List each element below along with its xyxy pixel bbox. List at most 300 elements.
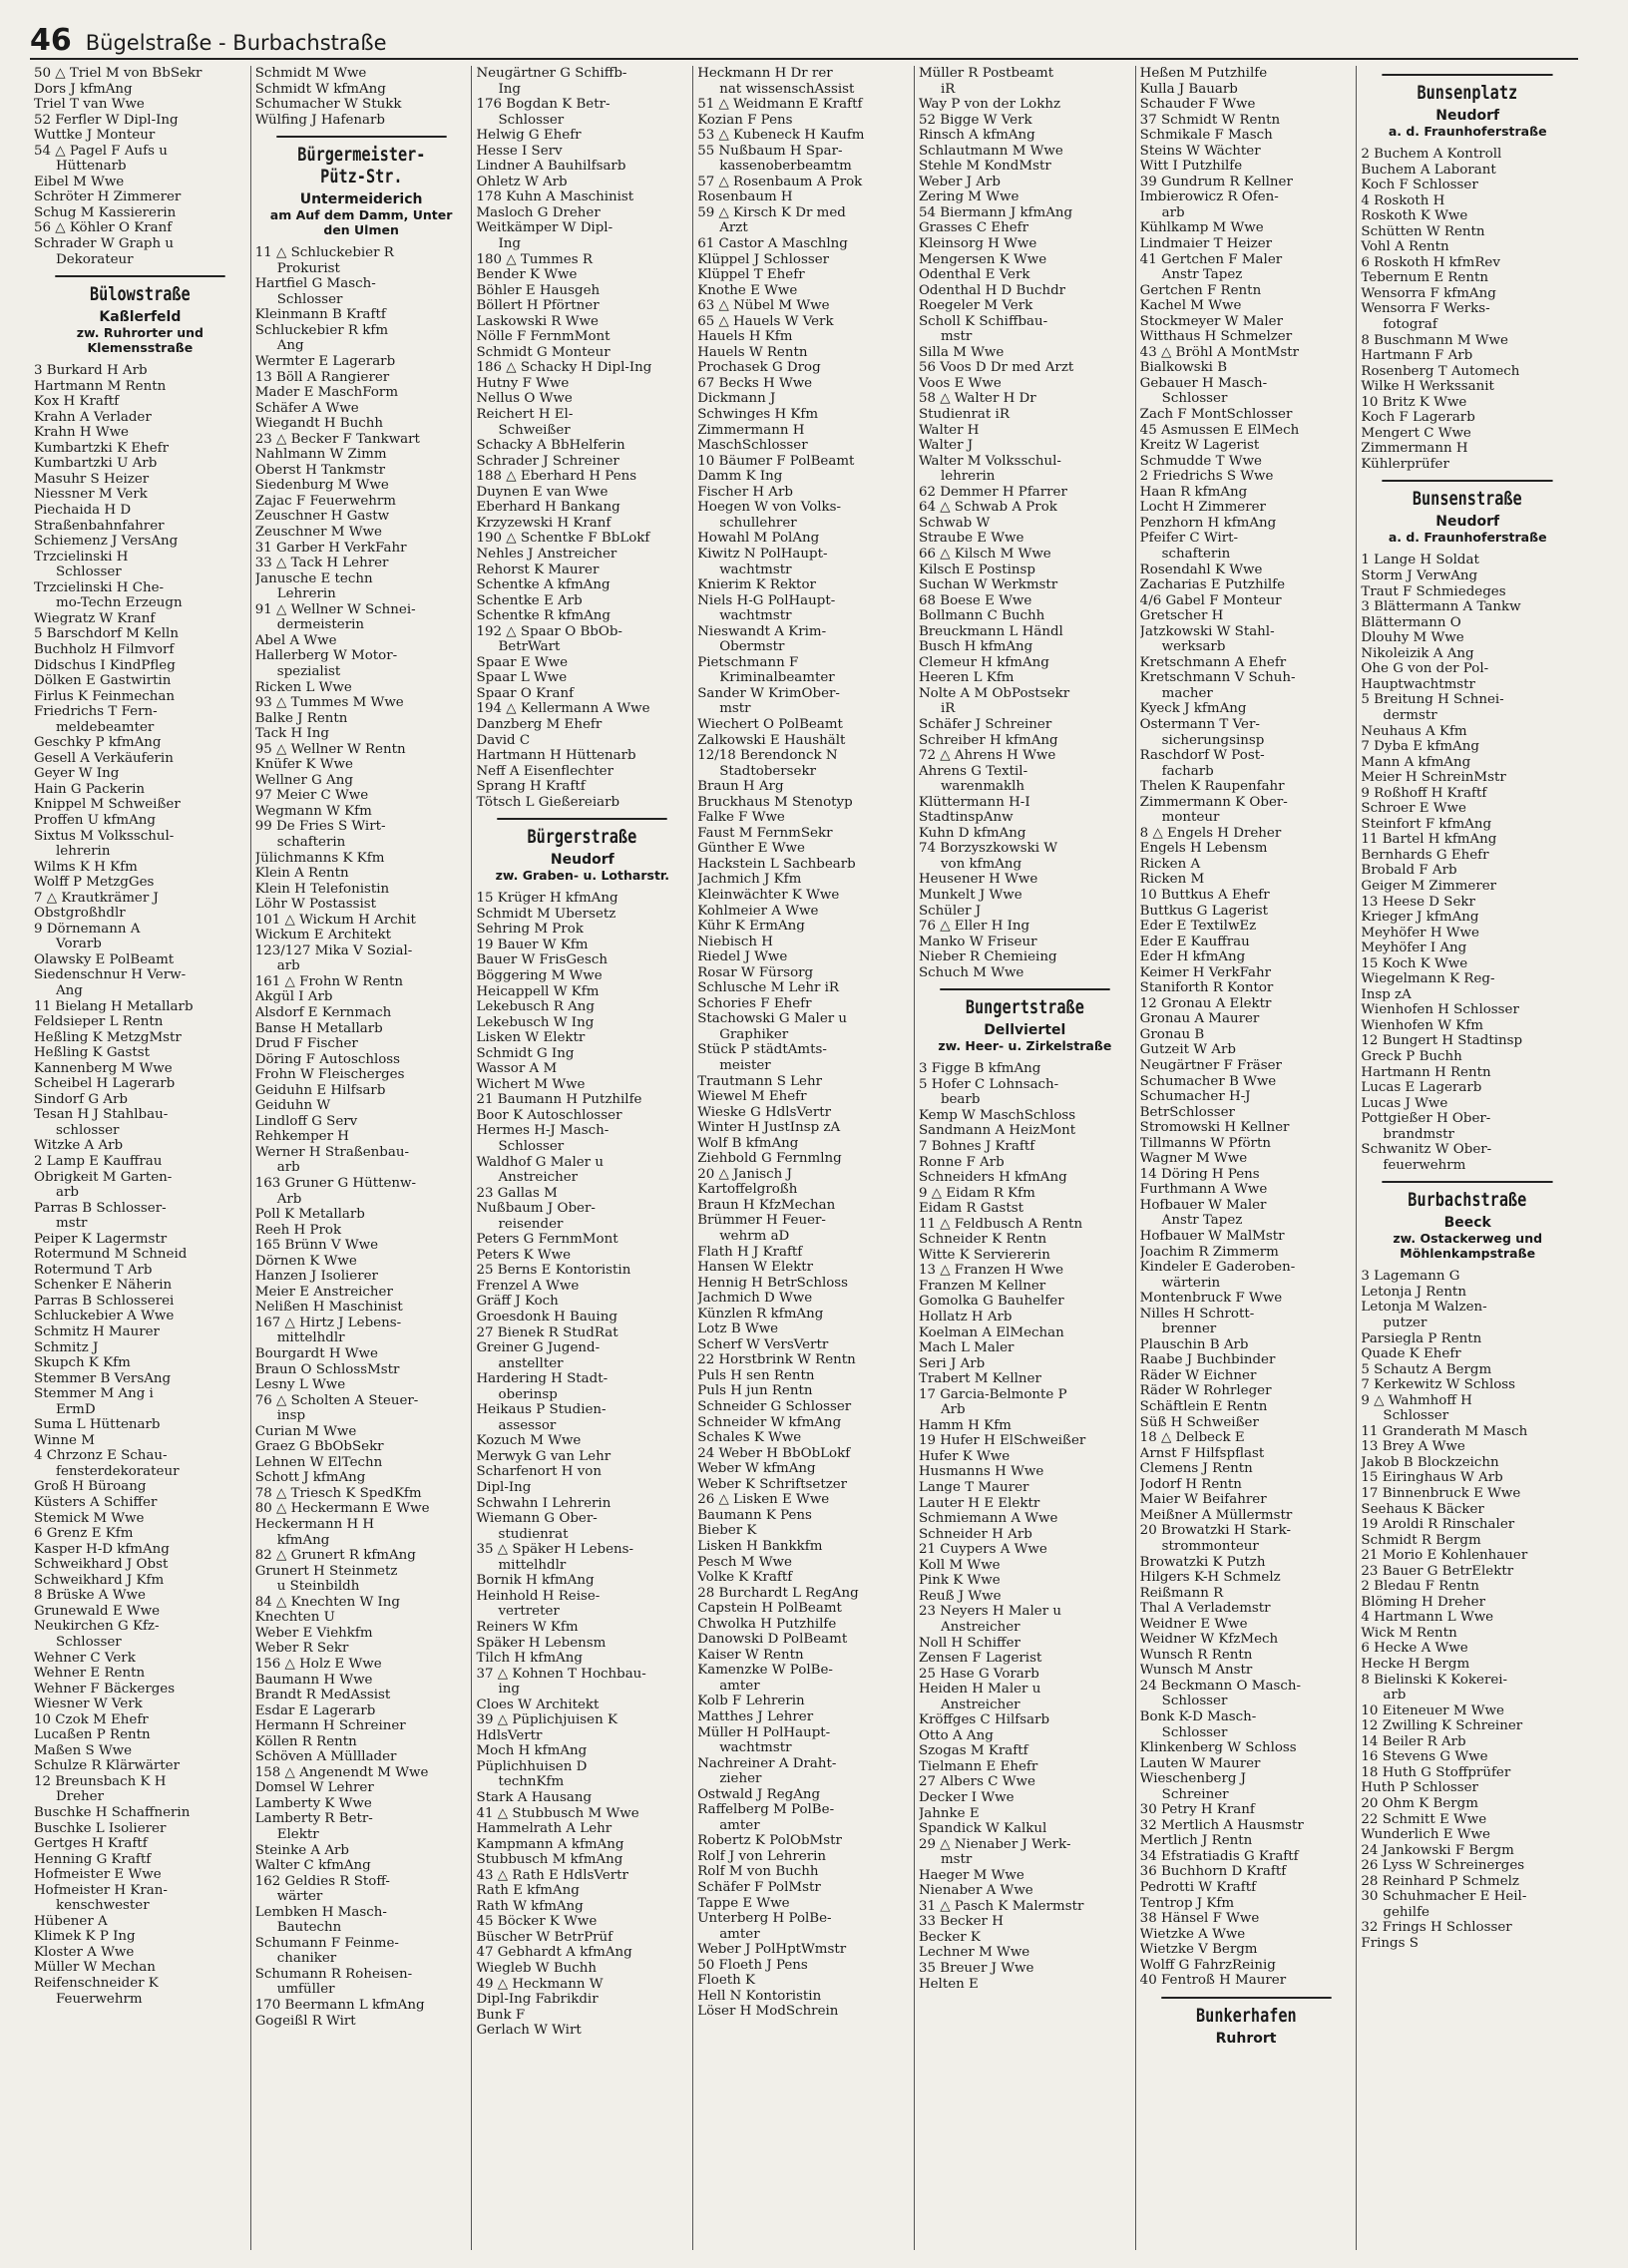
directory-entry: Nachreiner A Draht- xyxy=(697,1755,837,1771)
directory-entry: Maier W Beifahrer xyxy=(1139,1492,1267,1508)
directory-entry: Puls H jun Rentn xyxy=(697,1383,813,1399)
directory-entry: Janusche E techn xyxy=(254,570,373,586)
directory-entry: Bauer W FrisGesch xyxy=(476,952,608,968)
directory-entry: Hartmann F Arb xyxy=(1361,348,1473,364)
directory-entry: bearb xyxy=(940,1092,981,1108)
directory-entry: Merwyk G van Lehr xyxy=(476,1448,611,1464)
directory-entry: Heckermann H H xyxy=(254,1517,375,1533)
directory-entry: Buschke H Schaffnerin xyxy=(34,1804,191,1820)
directory-entry: Riedel J Wwe xyxy=(697,949,788,965)
directory-entry: Hollatz H Arb xyxy=(918,1310,1013,1325)
directory-entry: Schentke E Arb xyxy=(476,592,583,608)
directory-entry: Weidner E Wwe xyxy=(1139,1616,1248,1632)
directory-entry: 2 Lamp E Kauffrau xyxy=(34,1154,163,1169)
directory-entry: Anstr Tapez xyxy=(1161,267,1243,283)
directory-entry: Böggering M Wwe xyxy=(476,967,603,983)
directory-entry: Piechaida H D xyxy=(34,503,132,519)
directory-entry: Pesch M Wwe xyxy=(697,1554,792,1570)
district-name: Dellviertel xyxy=(984,1022,1066,1039)
directory-entry: Gomolka G Bauhelfer xyxy=(918,1294,1064,1310)
directory-entry: Trzcielinski H Che- xyxy=(34,579,165,595)
directory-entry: Jodorf H Rentn xyxy=(1139,1476,1242,1492)
directory-entry: Wunderlich E Wwe xyxy=(1361,1827,1490,1843)
directory-entry: 32 Frings H Schlosser xyxy=(1361,1920,1512,1936)
directory-entry: Schmidt W kfmAng xyxy=(254,81,386,97)
directory-entry: 14 Döring H Pens xyxy=(1139,1166,1260,1182)
directory-entry: Jachmich J Kfm xyxy=(697,872,802,888)
directory-entry: Wellner G Ang xyxy=(254,772,353,788)
directory-entry: 15 Eiringhaus W Arb xyxy=(1361,1470,1503,1486)
directory-entry: Grunert H Steinmetz xyxy=(254,1563,398,1579)
directory-entry: Hofbauer W Maler xyxy=(1139,1197,1267,1213)
directory-entry: Buttkus G Lagerist xyxy=(1139,903,1269,919)
directory-entry: Vorarb xyxy=(56,937,102,952)
directory-entry: Bernhards G Ehefr xyxy=(1361,847,1489,863)
directory-entry: Bautechn xyxy=(276,1920,342,1936)
directory-entry: Lembken H Masch- xyxy=(254,1904,387,1920)
directory-entry: 52 Bigge W Verk xyxy=(918,112,1032,128)
directory-entry: Wieschenberg J xyxy=(1139,1771,1247,1787)
directory-entry: Kemp W MaschSchloss xyxy=(918,1107,1076,1123)
directory-entry: 7 Dyba E kfmAng xyxy=(1361,739,1479,755)
directory-entry: Gebauer H Masch- xyxy=(1139,375,1268,391)
directory-entry: Schneider K Rentn xyxy=(918,1232,1047,1248)
directory-entry: Stachowski G Maler u xyxy=(697,1011,848,1027)
directory-entry: Anstr Tapez xyxy=(1161,1213,1243,1229)
directory-entry: 18 Huth G Stoffprüfer xyxy=(1361,1764,1511,1780)
directory-entry: Lauter H E Elektr xyxy=(918,1495,1040,1511)
directory-entry: Schüler J xyxy=(918,903,982,919)
directory-entry: Braun O SchlossMstr xyxy=(254,1361,400,1377)
directory-entry: 178 Kuhn A Maschinist xyxy=(476,189,634,205)
directory-entry: Schneider G Schlosser xyxy=(697,1399,852,1415)
directory-entry: HdlsVertr xyxy=(476,1727,543,1743)
directory-entry: 11 △ Feldbusch A Rentn xyxy=(918,1216,1083,1232)
directory-entry: Parras B Schlosserei xyxy=(34,1293,175,1309)
directory-entry: Nehles J Anstreicher xyxy=(476,546,617,562)
directory-entry: Krahn A Verlader xyxy=(34,409,152,425)
directory-entry: Kühlerprüfer xyxy=(1361,456,1449,472)
directory-entry: Masloch G Dreher xyxy=(476,204,601,220)
directory-entry: Seehaus K Bäcker xyxy=(1361,1501,1484,1517)
directory-entry: Tebernum E Rentn xyxy=(1361,270,1488,286)
directory-entry: Staniforth R Kontor xyxy=(1139,980,1274,996)
directory-entry: 93 △ Tummes M Wwe xyxy=(254,695,404,711)
directory-entry: 11 Bielang H Metallarb xyxy=(34,998,194,1014)
directory-entry: Arb xyxy=(276,1191,302,1207)
directory-entry: Puls H sen Rentn xyxy=(697,1367,815,1383)
directory-entry: Jülichmanns K Kfm xyxy=(254,850,385,866)
directory-entry: kenschwester xyxy=(56,1898,150,1914)
directory-entry: Wagner M Wwe xyxy=(1139,1151,1248,1167)
directory-entry: Weitkämper W Dipl- xyxy=(476,220,613,236)
directory-entry: Witte K Serviererin xyxy=(918,1247,1050,1263)
directory-entry: 20 △ Janisch J xyxy=(697,1166,792,1182)
directory-entry: Bollmann C Buchh xyxy=(918,608,1045,624)
directory-entry: Schott J kfmAng xyxy=(254,1470,366,1486)
directory-entry: wärter xyxy=(276,1889,323,1905)
directory-entry: Hartmann H Hüttenarb xyxy=(476,748,636,764)
directory-entry: Bonk K-D Masch- xyxy=(1139,1708,1257,1724)
directory-entry: amter xyxy=(719,1926,760,1942)
directory-entry: Kleinsorg H Wwe xyxy=(918,236,1037,252)
directory-entry: 19 Hufer H ElSchweißer xyxy=(918,1433,1086,1449)
directory-entry: Schäfer F PolMstr xyxy=(697,1879,821,1895)
directory-entry: Krieger J kfmAng xyxy=(1361,910,1479,926)
directory-entry: reisender xyxy=(498,1216,564,1232)
directory-entry: Lekebusch R Ang xyxy=(476,999,595,1015)
column-1 xyxy=(30,66,251,2250)
directory-entry: Banse H Metallarb xyxy=(254,1020,383,1036)
directory-entry: Bender K Wwe xyxy=(476,267,578,283)
directory-entry: 192 △ Spaar O BbOb- xyxy=(476,623,622,639)
directory-entry: Bieber K xyxy=(697,1523,757,1539)
directory-entry: Obstgroßhdlr xyxy=(34,906,126,922)
directory-entry: kassenoberbeamtm xyxy=(719,159,852,175)
directory-entry: Baumann K Pens xyxy=(697,1507,812,1523)
directory-entry: Ohletz W Arb xyxy=(476,174,568,189)
directory-entry: Hallerberg W Motor- xyxy=(254,648,398,664)
directory-entry: Schlosser xyxy=(498,1139,565,1154)
directory-entry: Hamm H Kfm xyxy=(918,1417,1012,1433)
directory-entry: Weidner W KfzMech xyxy=(1139,1632,1279,1648)
directory-entry: Wolff G FahrzReinig xyxy=(1139,1957,1276,1973)
directory-entry: Robertz K PolObMstr xyxy=(697,1833,842,1849)
directory-entry: Schweißer xyxy=(498,422,571,438)
directory-entry: arb xyxy=(1383,1688,1407,1703)
directory-entry: 31 Garber H VerkFahr xyxy=(254,540,407,556)
directory-entry: Schmiemann A Wwe xyxy=(918,1511,1058,1527)
directory-entry: 41 Gertchen F Maler xyxy=(1139,251,1283,267)
directory-entry: Reeh H Prok xyxy=(254,1222,342,1238)
directory-entry: Weber R Sekr xyxy=(254,1641,349,1657)
directory-entry: Kulla J Bauarb xyxy=(1139,81,1238,97)
directory-entry: 45 Böcker K Wwe xyxy=(476,1914,598,1930)
directory-entry: Wienhofen W Kfm xyxy=(1361,1017,1483,1033)
directory-entry: Furthmann A Wwe xyxy=(1139,1182,1268,1198)
directory-entry: Hüttenarb xyxy=(56,159,127,175)
directory-entry: Baumann H Wwe xyxy=(254,1672,373,1688)
directory-entry: Heinhold H Reise- xyxy=(476,1588,601,1604)
street-heading: Bürgermeister-Pütz-Str. xyxy=(276,136,446,188)
directory-entry: Didschus I KindPfleg xyxy=(34,657,176,673)
directory-entry: Zimmermann H xyxy=(1361,441,1468,457)
directory-entry: Wieske G HdlsVertr xyxy=(697,1104,832,1120)
page-number: 46 xyxy=(30,23,72,58)
directory-entry: Lucaßen P Rentn xyxy=(34,1727,151,1743)
directory-entry: Weber K Schriftsetzer xyxy=(697,1476,848,1492)
directory-entry: Scharfenort H von xyxy=(476,1464,602,1480)
directory-entry: 2 Bledau F Rentn xyxy=(1361,1579,1479,1595)
directory-entry: Schlosser xyxy=(1161,1694,1228,1709)
directory-entry: Zeuschner M Wwe xyxy=(254,525,382,541)
directory-entry: Prokurist xyxy=(276,260,340,276)
directory-entry: Scheibel H Lagerarb xyxy=(34,1076,176,1092)
directory-entry: 24 Weber H BbObLokf xyxy=(697,1445,851,1461)
directory-entry: Greck P Buchh xyxy=(1361,1048,1462,1064)
directory-entry: schafterin xyxy=(276,834,346,850)
directory-entry: Schneider H Arb xyxy=(918,1526,1032,1542)
directory-entry: 29 △ Nienaber J Werk- xyxy=(918,1836,1071,1852)
directory-entry: Eder E TextilwEz xyxy=(1139,919,1257,935)
directory-entry: Schlautmann M Wwe xyxy=(918,143,1063,159)
directory-entry: Thelen K Raupenfahr xyxy=(1139,779,1285,795)
directory-entry: Suma L Hüttenarb xyxy=(34,1417,161,1433)
directory-entry: Gesell A Verkäuferin xyxy=(34,750,174,766)
column-7 xyxy=(1357,66,1578,2250)
directory-entry: Räder W Rohrleger xyxy=(1139,1383,1272,1399)
directory-entry: monteur xyxy=(1161,810,1220,826)
directory-entry: Schneiders H kfmAng xyxy=(918,1170,1067,1186)
directory-entry: Schmitz J xyxy=(34,1339,99,1355)
street-range: am Auf dem Damm, Unter den Ulmen xyxy=(269,207,453,238)
directory-entry: Hammelrath A Lehr xyxy=(476,1821,612,1837)
directory-entry: Schulze R Klärwärter xyxy=(34,1758,181,1774)
directory-entry: Volke K Kraftf xyxy=(697,1570,793,1586)
directory-entry: David C xyxy=(476,732,531,748)
directory-entry: Penzhorn H kfmAng xyxy=(1139,515,1277,531)
directory-entry: Szogas M Kraftf xyxy=(918,1743,1028,1759)
directory-entry: ing xyxy=(498,1682,520,1698)
directory-entry: Hofbauer W MalMstr xyxy=(1139,1229,1285,1245)
directory-entry: technKfm xyxy=(498,1774,565,1790)
directory-entry: spezialist xyxy=(276,663,341,679)
directory-entry: Schreiber H kfmAng xyxy=(918,732,1058,748)
directory-entry: Cloes W Architekt xyxy=(476,1697,600,1712)
directory-entry: Lehrerin xyxy=(276,586,336,602)
directory-entry: Koch F Lagerarb xyxy=(1361,410,1475,426)
directory-entry: Kyeck J kfmAng xyxy=(1139,701,1247,717)
directory-entry: Schlosser xyxy=(1383,1408,1449,1424)
directory-entry: 165 Brünn V Wwe xyxy=(254,1238,378,1254)
directory-entry: Kuhn D kfmAng xyxy=(918,825,1026,841)
directory-entry: Wegmann W Kfm xyxy=(254,803,372,819)
directory-entry: 40 Fentroß H Maurer xyxy=(1139,1973,1287,1989)
directory-entry: Zering M Wwe xyxy=(918,189,1019,205)
directory-entry: 53 △ Kubeneck H Kaufm xyxy=(697,128,865,144)
directory-entry: Meier H SchreinMstr xyxy=(1361,770,1506,786)
directory-entry: Knechten U xyxy=(254,1610,335,1626)
directory-entry: 17 Binnenbruck E Wwe xyxy=(1361,1486,1521,1502)
directory-entry: Krahn H Wwe xyxy=(34,425,129,441)
directory-entry: Klein H Telefonistin xyxy=(254,881,390,897)
directory-entry: Böhler E Hausgeh xyxy=(476,282,601,298)
directory-entry: 14 Beiler R Arb xyxy=(1361,1733,1466,1749)
directory-entry: Schreiner xyxy=(1161,1786,1229,1802)
directory-entry: Reuß J Wwe xyxy=(918,1588,1002,1604)
directory-entry: Mertlich J Rentn xyxy=(1139,1833,1253,1849)
directory-entry: Schwinges H Kfm xyxy=(697,407,819,423)
directory-entry: Way P von der Lokhz xyxy=(918,97,1061,113)
directory-entry: Nelißen H Maschinist xyxy=(254,1300,403,1316)
street-heading: Bunsenplatz xyxy=(1383,74,1553,104)
directory-entry: Niessner M Verk xyxy=(34,487,148,503)
directory-entry: Rinsch A kfmAng xyxy=(918,128,1035,144)
directory-entry: Heicappell W Kfm xyxy=(476,983,600,999)
directory-entry: 65 △ Hauels W Verk xyxy=(697,313,834,329)
directory-entry: Knothe E Wwe xyxy=(697,282,798,298)
directory-entry: Masuhr S Heizer xyxy=(34,471,150,487)
directory-entry: mstr xyxy=(940,329,973,345)
directory-entry: Büscher W BetrPrüf xyxy=(476,1929,613,1945)
directory-entry: Tillmanns W Pförtn xyxy=(1139,1135,1271,1151)
directory-entry: Chwolka H Putzhilfe xyxy=(697,1616,837,1632)
directory-entry: Gogeißl R Wirt xyxy=(254,2013,356,2029)
directory-entry: Klinkenberg W Schloss xyxy=(1139,1740,1297,1756)
directory-entry: Schmidt M Übersetz xyxy=(476,906,616,922)
directory-entry: Wolf B kfmAng xyxy=(697,1135,799,1151)
directory-entry: Stockmeyer W Maler xyxy=(1139,313,1283,329)
directory-entry: assessor xyxy=(498,1417,557,1433)
directory-entry: sicherungsinsp xyxy=(1161,732,1265,748)
directory-entry: 55 Nußbaum H Spar- xyxy=(697,143,843,159)
directory-entry: Franzen M Kellner xyxy=(918,1278,1046,1294)
directory-entry: chaniker xyxy=(276,1951,337,1967)
directory-entry: Ricken A xyxy=(1139,856,1201,872)
directory-entry: Klüttermann H-I xyxy=(918,794,1030,810)
directory-entry: Matthes J Lehrer xyxy=(697,1708,814,1724)
directory-entry: Sehring M Prok xyxy=(476,922,584,938)
directory-entry: Ahrens G Textil- xyxy=(918,763,1028,779)
directory-entry: Krzyzewski H Kranf xyxy=(476,515,611,531)
directory-entry: Schales K Wwe xyxy=(697,1430,802,1446)
directory-entry: Reißmann R xyxy=(1139,1585,1224,1601)
directory-entry: Domsel W Lehrer xyxy=(254,1780,374,1796)
directory-entry: 25 Hase G Vorarb xyxy=(918,1666,1039,1682)
directory-entry: Reiners W Kfm xyxy=(476,1619,579,1635)
directory-entry: Husmanns H Wwe xyxy=(918,1464,1044,1480)
directory-entry: Klüppel T Ehefr xyxy=(697,267,805,283)
directory-entry: Zacharias E Putzhilfe xyxy=(1139,577,1286,593)
directory-entry: Ohe G von der Pol- xyxy=(1361,661,1489,677)
directory-entry: dermstr xyxy=(1383,707,1437,723)
directory-entry: Graphiker xyxy=(719,1026,789,1042)
directory-entry: Wiewel M Ehefr xyxy=(697,1089,807,1105)
directory-entry: Schumacher W Stukk xyxy=(254,97,402,113)
column-2 xyxy=(251,66,473,2250)
directory-entry: Späker H Lebensm xyxy=(476,1635,607,1651)
directory-entry: Esdar E Lagerarb xyxy=(254,1702,376,1718)
directory-entry: Frings S xyxy=(1361,1935,1419,1951)
directory-entry: 10 Britz K Wwe xyxy=(1361,394,1467,410)
directory-entry: Danowski D PolBeamt xyxy=(697,1632,848,1648)
district-name: Neudorf xyxy=(1435,514,1500,531)
directory-entry: 4 Roskoth H xyxy=(1361,192,1445,208)
directory-entry: 35 △ Späker H Lebens- xyxy=(476,1542,634,1558)
directory-entry: 158 △ Angenendt M Wwe xyxy=(254,1764,429,1780)
directory-entry: Gertchen F Rentn xyxy=(1139,282,1262,298)
directory-entry: Peters K Wwe xyxy=(476,1247,572,1263)
directory-entry: Winter H JustInsp zA xyxy=(697,1120,841,1136)
directory-entry: 25 Berns E Kontoristin xyxy=(476,1263,631,1279)
directory-entry: Lindner A Bauhilfsarb xyxy=(476,159,626,175)
directory-entry: 7 △ Krautkrämer J xyxy=(34,890,159,906)
directory-entry: Wehner E Rentn xyxy=(34,1666,146,1682)
directory-entry: Busch H kfmAng xyxy=(918,639,1033,655)
directory-entry: 10 Buttkus A Ehefr xyxy=(1139,887,1270,903)
directory-entry: Jahnke E xyxy=(918,1805,980,1821)
directory-entry: Olawsky E PolBeamt xyxy=(34,951,175,967)
directory-entry: Koelman A ElMechan xyxy=(918,1324,1064,1340)
directory-entry: 190 △ Schentke F BbLokf xyxy=(476,531,650,547)
directory-entry: kfmAng xyxy=(276,1532,330,1548)
directory-entry: Wensorra F kfmAng xyxy=(1361,285,1496,301)
directory-entry: 37 △ Kohnen T Hochbau- xyxy=(476,1666,646,1682)
directory-entry: Hauels W Rentn xyxy=(697,344,808,360)
directory-entry: 58 △ Walter H Dr xyxy=(918,391,1036,407)
directory-entry: Kamenzke W PolBe- xyxy=(697,1663,833,1679)
directory-entry: Steinfort F kfmAng xyxy=(1361,816,1492,832)
directory-entry: 101 △ Wickum H Archit xyxy=(254,912,416,928)
directory-entry: 21 Baumann H Putzhilfe xyxy=(476,1092,642,1108)
directory-entry: Rosar W Fürsorg xyxy=(697,964,814,980)
directory-entry: 30 Petry H Kranf xyxy=(1139,1802,1255,1818)
directory-entry: Letonja J Rentn xyxy=(1361,1284,1466,1300)
directory-entry: Trzcielinski H xyxy=(34,549,129,565)
directory-entry: Wolff P MetzgGes xyxy=(34,875,155,891)
directory-entry: 33 △ Tack H Lehrer xyxy=(254,556,389,571)
directory-entry: Hansen W Elektr xyxy=(697,1260,814,1276)
directory-entry: Schmudde T Wwe xyxy=(1139,453,1262,469)
directory-entry: 80 △ Heckermann E Wwe xyxy=(254,1501,430,1517)
directory-entry: Schumann R Roheisen- xyxy=(254,1966,413,1982)
directory-entry: 22 Horstbrink W Rentn xyxy=(697,1352,856,1368)
directory-entry: Roegeler M Verk xyxy=(918,298,1033,314)
directory-entry: 47 Gebhardt A kfmAng xyxy=(476,1945,632,1961)
directory-entry: Nieber R Chemieing xyxy=(918,949,1057,965)
directory-entry: Boor K Autoschlosser xyxy=(476,1107,622,1123)
directory-entry: mittelhdlr xyxy=(276,1330,345,1346)
directory-entry: Stück P städtAmts- xyxy=(697,1042,827,1058)
directory-entry: Püplichhuisen D xyxy=(476,1758,588,1774)
directory-entry: iR xyxy=(940,81,956,97)
directory-entry: Stemmer M Ang i xyxy=(34,1386,154,1402)
directory-entry: Günther E Wwe xyxy=(697,841,805,857)
directory-entry: 51 △ Weidmann E Kraftf xyxy=(697,97,863,113)
directory-entry: Ronne F Arb xyxy=(918,1154,1005,1170)
directory-entry: 61 Castor A Maschlng xyxy=(697,236,848,252)
directory-entry: Kühlkamp M Wwe xyxy=(1139,220,1264,236)
directory-entry: Heeren L Kfm xyxy=(918,670,1015,686)
directory-entry: Heßling K MetzgMstr xyxy=(34,1029,182,1045)
directory-entry: Tilch H kfmAng xyxy=(476,1651,583,1667)
directory-entry: 9 Dörnemann A xyxy=(34,921,141,937)
directory-entry: Rolf M von Buchh xyxy=(697,1864,819,1880)
directory-entry: Schmidt G Ing xyxy=(476,1045,575,1061)
directory-entry: arb xyxy=(1161,204,1185,220)
directory-entry: Wienhofen H Schlosser xyxy=(1361,1002,1519,1018)
directory-entry: Brandt R MedAssist xyxy=(254,1688,391,1703)
directory-entry: Kohlmeier A Wwe xyxy=(697,903,819,919)
directory-entry: Peiper K Lagermstr xyxy=(34,1231,168,1247)
directory-entry: Wick M Rentn xyxy=(1361,1625,1457,1641)
directory-entry: Raabe J Buchbinder xyxy=(1139,1352,1276,1368)
directory-entry: Noll H Schiffer xyxy=(918,1635,1020,1651)
directory-entry: Lekebusch W Ing xyxy=(476,1014,595,1030)
directory-entry: Kleinmann B Kraftf xyxy=(254,307,386,323)
directory-entry: Zensen F Lagerist xyxy=(918,1651,1042,1667)
directory-entry: Traut F Schmiedeges xyxy=(1361,583,1506,599)
directory-entry: Damm K Ing xyxy=(697,469,783,485)
running-title: Bügelstraße - Burbachstraße xyxy=(85,31,387,55)
directory-entry: Mengersen K Wwe xyxy=(918,251,1047,267)
directory-entry: Steins W Wächter xyxy=(1139,143,1261,159)
directory-entry: Nahlmann W Zimm xyxy=(254,447,387,463)
directory-entry: 33 Becker H xyxy=(918,1914,1004,1930)
directory-entry: Kretschmann V Schuh- xyxy=(1139,670,1296,686)
directory-entry: Trautmann S Lehr xyxy=(697,1073,822,1089)
directory-entry: Hauptwachtmstr xyxy=(1361,676,1475,692)
